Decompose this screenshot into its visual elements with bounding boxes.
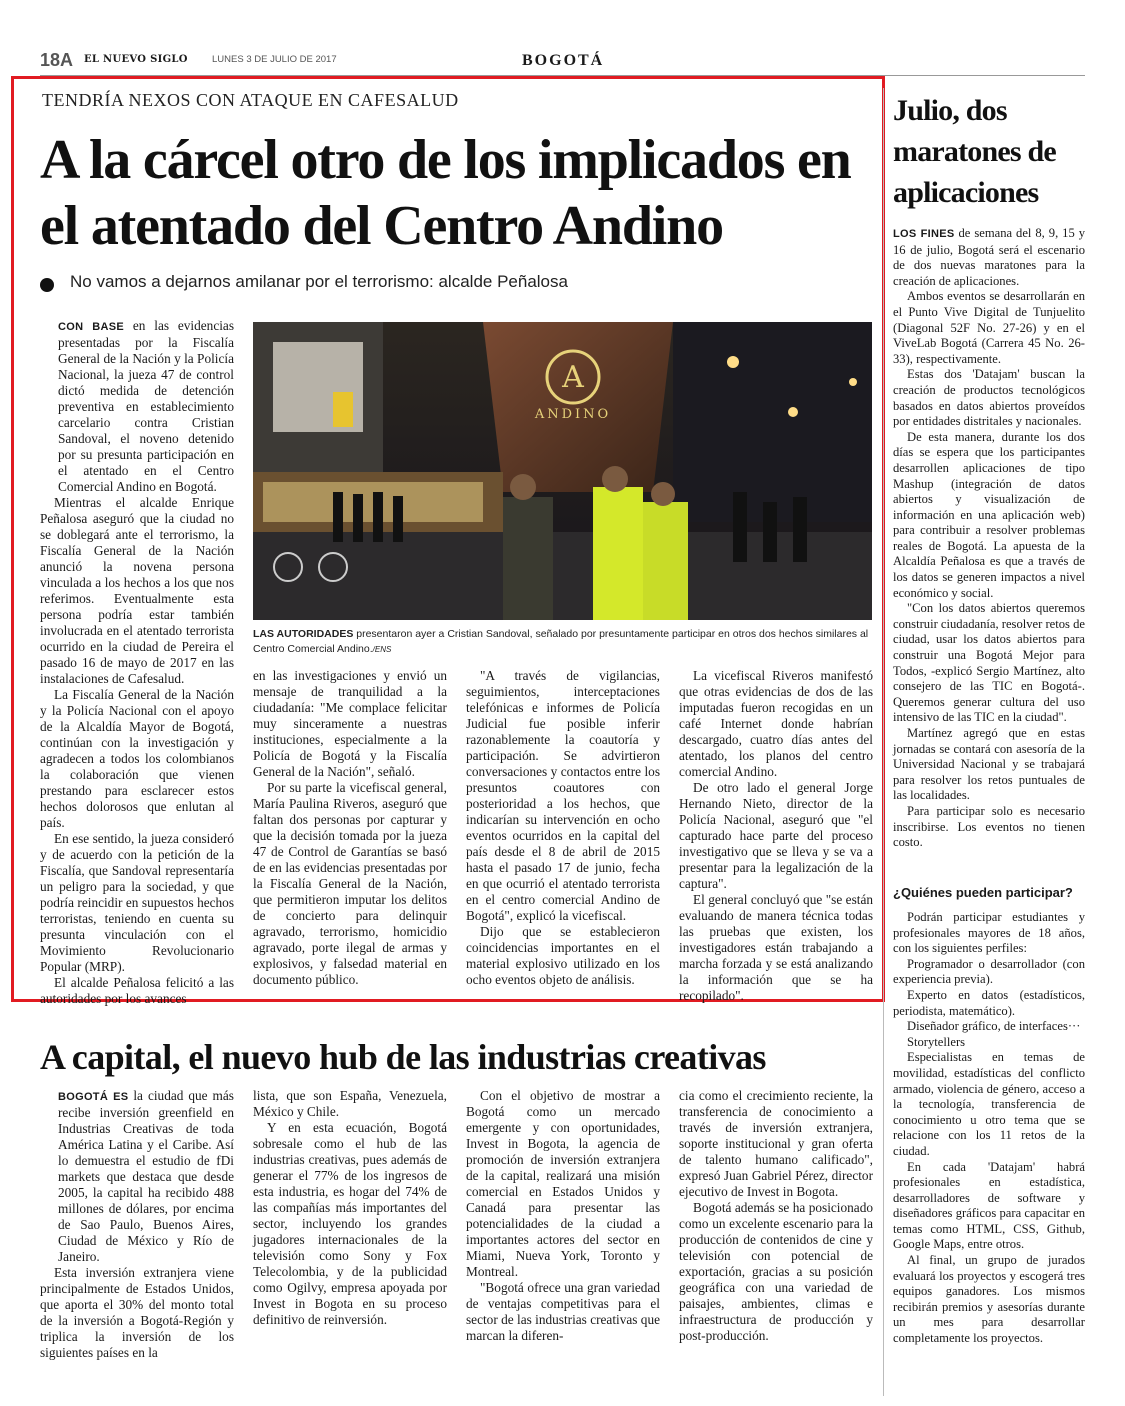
article-kicker: TENDRÍA NEXOS CON ATAQUE EN CAFESALUD (42, 90, 459, 110)
page-header (40, 50, 1085, 74)
photo-caption: LAS AUTORIDADES presentaron ayer a Cristian Sandoval, señalado por presuntamente participar en otros dos hechos similares al Centro Comercial Andino./ENS (253, 628, 869, 655)
centro-andino-photo (253, 322, 872, 620)
second-article-headline: A capital, el nuevo hub de las industrias creativas (40, 1037, 766, 1077)
sidebar-body-bottom: Podrán participar estudiantes y profesionales mayores de 18 años, con los siguientes perfiles: Programador o desarrollador (con experiencia previa). Experto en datos (estadísticos, periodista, matemático). Diseñador gráfico, de interfaces··· Storytellers Especialistas en temas de movilidad, estadísticas del conflicto armado, violencia de género, acceso a la tecnología, transferencia de conocimiento u otro tema que se relacione con los 11 retos de la ciudad. En cada 'Datajam' habrá profesionales en estadística, desarrolladores de software y diseñadores gráficos para capacitar en temas como HTML, CSS, Github, Google Maps, entre otros. Al final, un grupo de jurados evaluará los proyectos y escogerá tres equipos ganadores. Los mismos recibirán premios y asesorías durante un mes para desarrollar completamente los proyectos. (893, 910, 1085, 1346)
article-column-4: La vicefiscal Riveros manifestó que otras evidencias de dos de las imputadas fueron recogidas en un café Internet donde habrían descargado, cuatro días antes del atentado, los planos del centro comercial Andino. De otro lado el general Jorge Hernando Nieto, director de la Policía Nacional, aseguró que "el capturado hace parte del proceso investigativo que se lleva y se va a presentar para la legalización de la captura". El general concluyó que "se están evaluando de manera técnica todas las pruebas que existen, los investigadores están trabajando a marcha forzada y se está analizando la información que se ha recopilado". (679, 668, 873, 1003)
bullet-icon (40, 278, 54, 292)
second-article-column-1: BOGOTÁ ES la ciudad que más recibe inversión greenfield en Industrias Creativas de toda América Latina y el Caribe. Así lo demuestra el estudio de fDi markets que destaca que desde 2005, la capital ha recibido 488 millones de dólares, por encima de Sao Paulo, Buenos Aires, Ciudad de México y Río de Janeiro. Esta inversión extranjera viene principalmente de Estados Unidos, que aporta el 30% del monto total de la inversión a Bogotá-Región y triplica la inversión de los siguientes países en la (40, 1088, 234, 1360)
column-divider (883, 88, 884, 1396)
article-column-2: en las investigaciones y envió un mensaje de tranquilidad a la ciudadanía: "Me complace felicitar muy sinceramente a nuestras instituciones, especialmente a la Policía de Bogotá y la Fiscalía General de la Nación", señaló. Por su parte la vicefiscal general, María Paulina Riveros, aseguró que faltan dos personas por capturar y que la decisión tomada por la jueza 47 de Control de Garantías se basó de en las evidencias presentadas por la Fiscalía General de la Nación, que permitieron imputar los delitos de concierto para delinquir agravado, terrorismo, homicidio agravado, porte ilegal de armas y explosivos, y falsedad material en documento público. (253, 668, 447, 987)
article-column-3: "A través de vigilancias, seguimientos, interceptaciones telefónicas e informes de Policía Judicial fue posible inferir razonablemente la coautoría y participación. Se advirtieron conversaciones y contactos entre los presuntos coautores con posterioridad a los hechos, que indicarían su intervención en ocho eventos ocurridos en la capital del país desde el 8 de abril de 2015 hasta el pasado 17 de junio, fecha en que ocurrió el atentado terrorista en el centro comercial Andino de Bogotá", explicó la vicefiscal. Dijo que se establecieron coincidencias importantes en el material explosivo utilizado en los ocho eventos objeto de análisis. (466, 668, 660, 987)
sidebar-body-top: LOS FINES de semana del 8, 9, 15 y 16 de julio, Bogotá será el escenario de dos nuevas maratones para la creación de aplicaciones. Ambos eventos se desarrollarán en el Punto Vive Digital de Tunjuelito (Diagonal 52F No. 27-26) y en el ViveLab Bogotá (Carrera 45 No. 26-33), respectivamente. Estas dos 'Datajam' buscan la creación de productos tecnológicos basados en datos abiertos proveídos por entidades distritales y nacionales. De esta manera, durante los dos días se espera que los participantes desarrollen aplicaciones de tipo Mashup (integración de datos abiertos y visualización de información en una aplicación web) para contribuir a resolver problemas reales de Bogotá. La apuesta de la Alcaldía Peñalosa es que a través de los datos se generen impactos a nivel económico y social. "Con los datos abiertos queremos construir ciudadanía, resolver retos de ciudad, usar los datos abiertos para construir una Bogotá Mejor para Todos, -explicó Sergio Martínez, alto consejero de las TIC en Bogotá-. Queremos generar cultura del uso intensivo de las TIC en la ciudad". Martínez agregó que en estas jornadas se contará con asesoría de la Universidad Nacional y se trabajará para resolver los retos puntuales de las localidades. Para participar solo es necesario inscribirse. Los eventos no tienen costo. (893, 226, 1085, 850)
article-photo (253, 322, 872, 620)
newspaper-name: EL NUEVO SIGLO (84, 54, 188, 65)
issue-date: LUNES 3 DE JULIO DE 2017 (212, 54, 337, 65)
second-article-column-2: lista, que son España, Venezuela, México y Chile. Y en esta ecuación, Bogotá sobresale como el hub de las industrias creativas, pues además de generar el 77% de los ingresos de esta industria, es hogar del 74% de las compañías más importantes del sector, incluyendo los grandes jugadores internacionales de la televisión como Sony y Fox Telecolombia, y de la publicidad como Ogilvy, empresa apoyada por Invest in Bogota en su proceso definitivo de reinversión. (253, 1088, 447, 1327)
sidebar-headline: Julio, dos maratones de aplicaciones (893, 94, 1056, 209)
article-headline: A la cárcel otro de los implicados en el atentado del Centro Andino (40, 129, 851, 257)
second-article-column-3: Con el objetivo de mostrar a Bogotá como un mercado emergente y con oportunidades, Invest in Bogota, la agencia de promoción de inversión extranjera de la capital, realizará una misión comercial en Estados Unidos y Canadá para presentar las potencialidades de la ciudad a importantes actores del sector en Miami, Nueva York, Toronto y Montreal. "Bogotá ofrece una gran variedad de ventajas competitivas para el sector de las industrias creativas que marcan la diferen- (466, 1088, 660, 1343)
article-subhead: No vamos a dejarnos amilanar por el terrorismo: alcalde Peñalosa (70, 272, 568, 291)
svg-text:A: A (562, 360, 584, 395)
page-number: 18A (40, 50, 74, 70)
photo-sign: ANDINO (534, 407, 612, 422)
sidebar-subtitle: ¿Quiénes pueden participar? (893, 885, 1073, 900)
lead-in: CON BASE (58, 321, 124, 333)
second-article-column-4: cia como el crecimiento reciente, la transferencia de conocimiento a través de inversión extranjera, soporte institucional y gran oferta de talento humano calificado", expresó Juan Gabriel Pérez, director ejecutivo de Invest in Bogota. Bogotá además se ha posicionado como un excelente escenario para la producción de contenidos de cine y televisión con potencial de exportación, gracias a su posición geográfica con una variedad de paisajes, ambientes, climas e infraestructura de producción y post-producción. (679, 1088, 873, 1343)
section-name: BOGOTÁ (522, 52, 605, 69)
photo-credit: /ENS (372, 645, 392, 654)
article-column-1: CON BASE en las evidencias presentadas por la Fiscalía General de la Nación y la Policía Nacional, la jueza 47 de control dictó medida de detención preventiva en establecimiento carcelario contra Cristian Sandoval, el noveno detenido por su presunta participación en el atentado en el Centro Comercial Andino en Bogotá. Mientras el alcalde Enrique Peñalosa aseguró que la ciudad no se doblegará ante el terrorismo, la Fiscalía General de la Nación anunció la novena persona vinculada a los hechos a los que nos referimos. Eventualmente esta persona podría estar también involucrada en el atentado terrorista ocurrido en la ciudad de Pereira el pasado 16 de mayo de 2017 en las instalaciones de Cafesalud. La Fiscalía General de la Nación y la Policía Nacional con el apoyo de la Alcaldía Mayor de Bogotá, continúan con la investigación y agradecen a todos los colombianos la colaboración que vienen prestando para esclarecer estos hechos dolorosos que enlutan al país. En ese sentido, la jueza consideró y de acuerdo con la petición de la Fiscalía, que Sandoval representaría un peligro para la sociedad, y que podría reincidir en supuestos hechos terroristas, teniendo en cuenta su presunta vinculación con el Movimiento Revolucionario Popular (MRP). El alcalde Peñalosa felicitó a las autoridades por los avances (40, 318, 234, 1006)
